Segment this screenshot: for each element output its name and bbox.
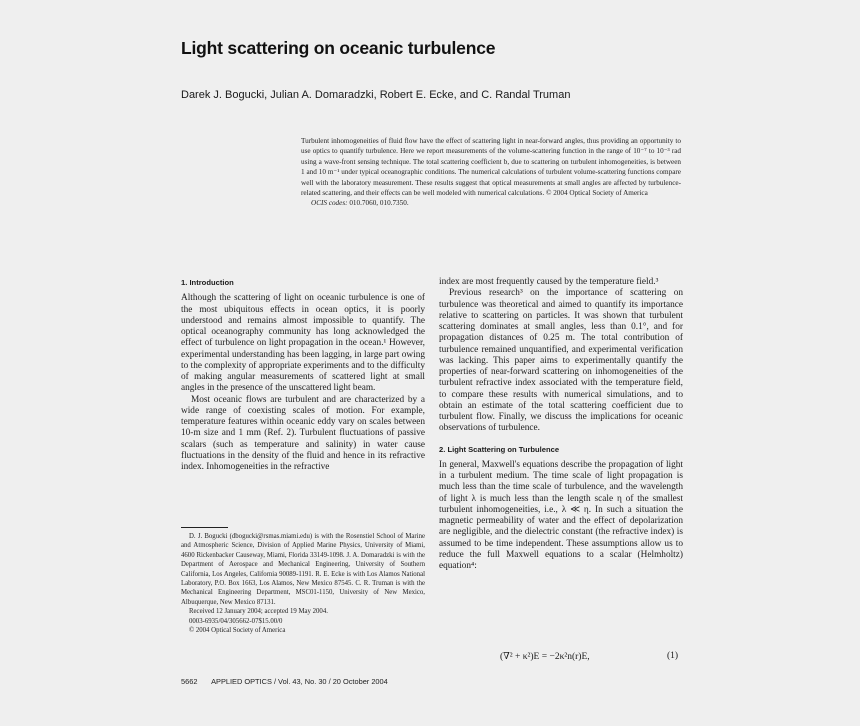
section-heading-light-scattering: 2. Light Scattering on Turbulence bbox=[439, 444, 560, 454]
abstract bbox=[301, 136, 681, 209]
intro-paragraph-3: index are most frequently caused by the temperature field.³ bbox=[439, 277, 659, 287]
journal-citation: APPLIED OPTICS / Vol. 43, No. 30 / 20 October 2004 bbox=[211, 677, 388, 686]
section-spacer bbox=[439, 435, 683, 444]
intro-paragraph-1: Although the scattering of light on oceanic turbulence is one of the most ubiquitous effects in ocean optics, it is poorly understood and remains almost impossible to quantify. The optical oceanography community has long acknowledged the effect of turbulence on light propagation in the ocean.¹ However, experimental understanding has been lagging, in large part owing to the complexity of appropriate experiments and to the difficulty of making angular measurements of scattered light at small angles in the presence of the unscattered light beam. bbox=[181, 293, 425, 394]
section2-paragraph-1: In general, Maxwell's equations describe the propagation of light in a turbulent medium. The time scale of light propagation is much less than the time scale of turbulence, and the wavelength of light λ is much less than the length scale η of the smallest turbulent inhomogeneities, i.e., λ ≪ η. In such a situation the magnetic permeability of water and the effect of depolarization are negligible, and the dielectric constant (the refractive index) is assumed to be time independent. These assumptions allow us to reduce the full Maxwell equations to a scalar (Helmholtz) equation⁴: bbox=[439, 459, 683, 571]
left-column bbox=[181, 277, 425, 473]
section-heading-introduction: 1. Introduction bbox=[181, 278, 234, 287]
ocis-label: OCIS codes: bbox=[311, 199, 348, 208]
ocis-codes bbox=[311, 198, 681, 208]
right-column bbox=[439, 277, 683, 572]
copyright-notice: © 2004 Optical Society of America bbox=[189, 627, 286, 635]
received-dates: Received 12 January 2004; accepted 19 May 2004. bbox=[189, 608, 328, 616]
intro-paragraph-4: Previous research³ on the importance of scattering on turbulence was theoretical and aimed to quantify its importance relative to scattering on particles. It was shown that turbulent scattering dominates at small angles, less than 0.1°, and for propagation distances of 0.25 m. The total contribution of turbulence remained unquantified, and experimental verification was lacking. This paper aims to experimentally quantify the properties of near-forward scattering on inhomogeneities of the turbulent refractive index associated with the temperature field, to compare these results with numerical simulations, and to obtain an estimate of the total scattering coefficient due to turbulent flow. Finally, we discuss the implications for oceanic observations of turbulence. bbox=[439, 288, 683, 434]
page-number: 5662 bbox=[181, 677, 198, 686]
equation-number: (1) bbox=[667, 651, 679, 661]
footnote-rule bbox=[181, 527, 228, 528]
abstract-text: Turbulent inhomogeneities of fluid flow have the effect of scattering light in near-forward angles, thus providing an opportunity to use optics to quantify turbulence. Here we report measurements of the volume-scattering function in the range of 10⁻⁷ to 10⁻³ rad using a wave-front sensing technique. The total scattering coefficient b, due to scattering on turbulent inhomogeneities, is between 1 and 10 m⁻¹ under typical oceanographic conditions. The numerical calculations of turbulent volume-scattering functions compare well with the laboratory measurement. These results suggest that optical measurements at small angles are affected by turbulence-related scattering, and their effects can be well modeled with numerical calculations. © 2004 Optical Society of America bbox=[301, 137, 681, 198]
intro-paragraph-2: Most oceanic flows are turbulent and are characterized by a wide range of coexisting scales of motion. For example, temperature features within oceanic eddy vary on scales between 10-m size and 1 mm (Ref. 2). Turbulent fluctuations of passive scalars (such as temperature and salinity) in water cause fluctuations in the density of the fluid and hence in its refractive index. Inhomogeneities in the refractive bbox=[181, 394, 425, 472]
helmholtz-equation: (∇² + κ²)E = −2κ²n(r)E, bbox=[500, 652, 590, 662]
footnotes bbox=[181, 532, 425, 635]
ocis-values: 010.7060, 010.7350. bbox=[349, 199, 409, 208]
author-affiliations: D. J. Bogucki (dbogucki@rsmas.miami.edu) is with the Rosenstiel School of Marine and Atmospheric Science, Division of Applied Marine Physics, University of Miami, 4600 Rickenbacker Causeway, Miami, Florida 33149-1098. J. A. Domaradzki is with the Department of Aerospace and Mechanical Engineering, University of Southern California, Los Angeles, California 90089-1191. R. E. Ecke is with Los Alamos National Laboratory, P.O. Box 1663, Los Alamos, New Mexico 87545. C. R. Truman is with the Mechanical Engineering Department, MSC01-1150, University of New Mexico, Albuquerque, New Mexico 87131. bbox=[181, 533, 425, 606]
paper-title: Light scattering on oceanic turbulence bbox=[181, 38, 496, 58]
author-list: Darek J. Bogucki, Julian A. Domaradzki, Robert E. Ecke, and C. Randal Truman bbox=[181, 89, 571, 101]
page-footer bbox=[181, 677, 388, 686]
article-code: 0003-6935/04/305662-07$15.00/0 bbox=[189, 617, 283, 625]
